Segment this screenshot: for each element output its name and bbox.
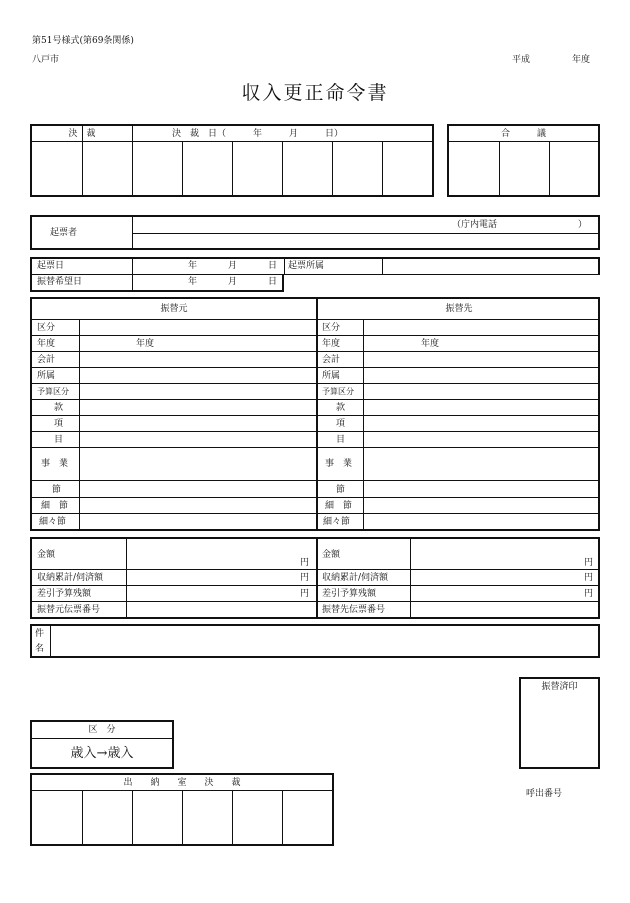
dest-row-label: 節 bbox=[336, 485, 346, 495]
dest-row-label: 細々節 bbox=[323, 517, 351, 527]
transfer-date-label: 振替希望日 bbox=[37, 277, 83, 287]
form-number: 第51号様式(第69条関係) bbox=[32, 36, 134, 46]
yen-unit: 円 bbox=[300, 558, 310, 568]
draft-month: 月 bbox=[228, 261, 238, 271]
dest-row-label: 項 bbox=[336, 419, 346, 429]
drafter-box bbox=[30, 215, 600, 250]
draft-date-label: 起票日 bbox=[37, 261, 65, 271]
source-row-label: 年度 bbox=[37, 339, 56, 349]
yen-unit: 円 bbox=[300, 573, 310, 583]
amounts-table bbox=[30, 537, 600, 619]
era-label: 平成 bbox=[512, 55, 531, 65]
dest-year-suffix: 年度 bbox=[421, 339, 440, 349]
source-header: 振替元 bbox=[160, 304, 188, 314]
dest-row-label: 区分 bbox=[322, 323, 341, 333]
source-amount-label: 金額 bbox=[37, 550, 56, 560]
yen-unit: 円 bbox=[584, 573, 594, 583]
source-row-label: 項 bbox=[54, 419, 64, 429]
source-row-label: 細々節 bbox=[39, 517, 67, 527]
subject-box bbox=[30, 624, 600, 658]
draft-date-row bbox=[30, 257, 600, 275]
city-name: 八戸市 bbox=[32, 55, 60, 65]
source-row-label: 細 節 bbox=[41, 501, 69, 511]
source-row-label: 款 bbox=[54, 403, 64, 413]
yen-unit: 円 bbox=[584, 589, 594, 599]
phone-label: （庁内電話 ） bbox=[452, 220, 588, 230]
decision-box bbox=[30, 124, 434, 197]
category-box bbox=[30, 720, 174, 769]
dest-row-label: 細 節 bbox=[325, 501, 353, 511]
subject-field[interactable] bbox=[52, 626, 598, 656]
consultation-label: 合 議 bbox=[500, 129, 546, 139]
draft-dept-label: 起票所属 bbox=[288, 261, 325, 271]
source-receipts-label: 収納累計/伺済額 bbox=[37, 573, 104, 583]
subject-label-1: 件 bbox=[35, 629, 45, 639]
page-title: 収入更正命令書 bbox=[241, 82, 389, 104]
subject-label-2: 名 bbox=[35, 644, 45, 654]
transfer-day: 日 bbox=[268, 277, 278, 287]
transfer-table bbox=[30, 297, 600, 531]
dest-row-label: 所属 bbox=[322, 371, 341, 381]
source-row-label: 事 業 bbox=[41, 459, 69, 469]
dest-row-label: 目 bbox=[336, 435, 346, 445]
source-row-label: 節 bbox=[52, 485, 62, 495]
dest-receipts-label: 収納累計/伺済額 bbox=[322, 573, 389, 583]
source-balance-label: 差引予算残額 bbox=[37, 589, 92, 599]
source-row-label: 目 bbox=[54, 435, 64, 445]
decision-label: 決 裁 bbox=[68, 129, 96, 139]
fiscal-year-label: 年度 bbox=[572, 55, 591, 65]
yen-unit: 円 bbox=[584, 558, 594, 568]
transfer-month: 月 bbox=[228, 277, 238, 287]
dest-row-label: 事 業 bbox=[325, 459, 353, 469]
dest-balance-label: 差引予算残額 bbox=[322, 589, 377, 599]
source-row-label: 会計 bbox=[37, 355, 56, 365]
dest-row-label: 予算区分 bbox=[322, 387, 354, 396]
transfer-date-row bbox=[30, 274, 284, 292]
source-row-label: 区分 bbox=[37, 323, 56, 333]
call-number-label: 呼出番号 bbox=[526, 789, 563, 799]
transfer-stamp-label: 振替済印 bbox=[541, 682, 578, 692]
dest-row-label: 会計 bbox=[322, 355, 341, 365]
transfer-year: 年 bbox=[188, 277, 198, 287]
draft-day: 日 bbox=[268, 261, 278, 271]
dest-row-label: 年度 bbox=[322, 339, 341, 349]
category-value: 歳入→歳入 bbox=[70, 746, 134, 761]
decision-stamp-cell[interactable] bbox=[32, 142, 82, 197]
drafter-name-field[interactable] bbox=[133, 234, 598, 248]
dest-slip-label: 振替先伝票番号 bbox=[322, 605, 386, 615]
draft-year: 年 bbox=[188, 261, 198, 271]
transfer-stamp-box bbox=[519, 677, 600, 769]
yen-unit: 円 bbox=[300, 589, 310, 599]
source-year-suffix: 年度 bbox=[136, 339, 155, 349]
dest-header: 振替先 bbox=[445, 304, 473, 314]
source-row-label: 所属 bbox=[37, 371, 56, 381]
drafter-label: 起票者 bbox=[50, 228, 78, 238]
dest-row-label: 款 bbox=[336, 403, 346, 413]
treasury-decision-box bbox=[30, 773, 334, 846]
decision-date-label: 決 裁 日（ 年 月 日） bbox=[172, 129, 344, 139]
source-slip-label: 振替元伝票番号 bbox=[37, 605, 101, 615]
category-label: 区 分 bbox=[88, 725, 116, 735]
treasury-label: 出 納 室 決 裁 bbox=[123, 778, 241, 788]
source-row-label: 予算区分 bbox=[37, 387, 69, 396]
consultation-box bbox=[447, 124, 600, 197]
dest-amount-label: 金額 bbox=[322, 550, 341, 560]
